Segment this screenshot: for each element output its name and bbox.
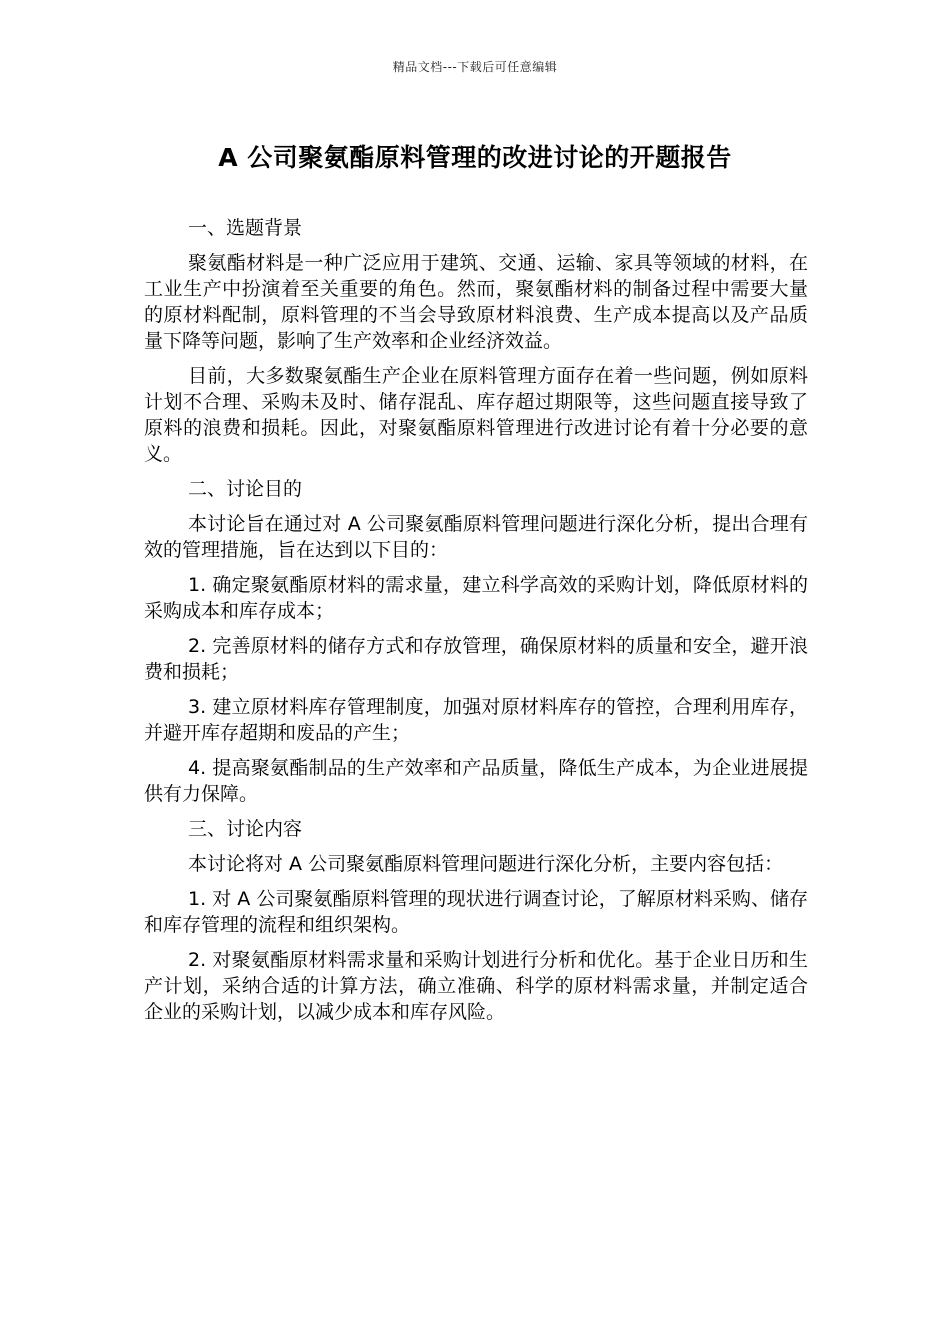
purpose-item-1: 1. 确定聚氨酯原材料的需求量，建立科学高效的采购计划，降低原材料的采购成本和库存成本； <box>144 574 808 622</box>
document-body <box>144 215 808 1034</box>
purpose-item-4: 4. 提高聚氨酯制品的生产效率和产品质量，降低生产成本，为企业进展提供有力保障。 <box>144 757 808 805</box>
purpose-item-2: 2. 完善原材料的储存方式和存放管理，确保原材料的质量和安全，避开浪费和损耗； <box>144 635 808 683</box>
section-heading-content: 三、讨论内容 <box>188 818 303 840</box>
paragraph-background-1: 聚氨酯材料是一种广泛应用于建筑、交通、运输、家具等领域的材料，在工业生产中扮演着至关重要的角色。然而，聚氨酯材料的制备过程中需要大量的原材料配制，原料管理的不当会导致原材料浪费、生产成本提高以及产品质量下降等问题，影响了生产效率和企业经济效益。 <box>144 252 808 352</box>
document-title: A 公司聚氨酯原料管理的改进讨论的开题报告 <box>218 143 732 172</box>
content-item-1: 1. 对 A 公司聚氨酯原料管理的现状进行调查讨论，了解原材料采购、储存和库存管理的流程和组织架构。 <box>144 888 808 936</box>
section-heading-purpose: 二、讨论目的 <box>188 478 303 500</box>
section-heading-background: 一、选题背景 <box>188 217 303 239</box>
paragraph-purpose-intro: 本讨论旨在通过对 A 公司聚氨酯原料管理问题进行深化分析，提出合理有效的管理措施，旨在达到以下目的： <box>144 513 808 561</box>
header-note: 精品文档---下载后可任意编辑 <box>392 60 558 74</box>
paragraph-content-intro: 本讨论将对 A 公司聚氨酯原料管理问题进行深化分析，主要内容包括： <box>188 853 784 875</box>
purpose-item-3: 3. 建立原材料库存管理制度，加强对原材料库存的管控，合理利用库存，并避开库存超期和废品的产生； <box>144 696 808 744</box>
paragraph-background-2: 目前，大多数聚氨酯生产企业在原料管理方面存在着一些问题，例如原料计划不合理、采购未及时、储存混乱、库存超过期限等，这些问题直接导致了原料的浪费和损耗。因此，对聚氨酯原料管理进行改进讨论有着十分必要的意义。 <box>144 365 808 465</box>
content-item-2: 2. 对聚氨酯原材料需求量和采购计划进行分析和优化。基于企业日历和生产计划，采纳合适的计算方法，确立准确、科学的原材料需求量，并制定适合企业的采购计划，以减少成本和库存风险。 <box>144 949 808 1023</box>
